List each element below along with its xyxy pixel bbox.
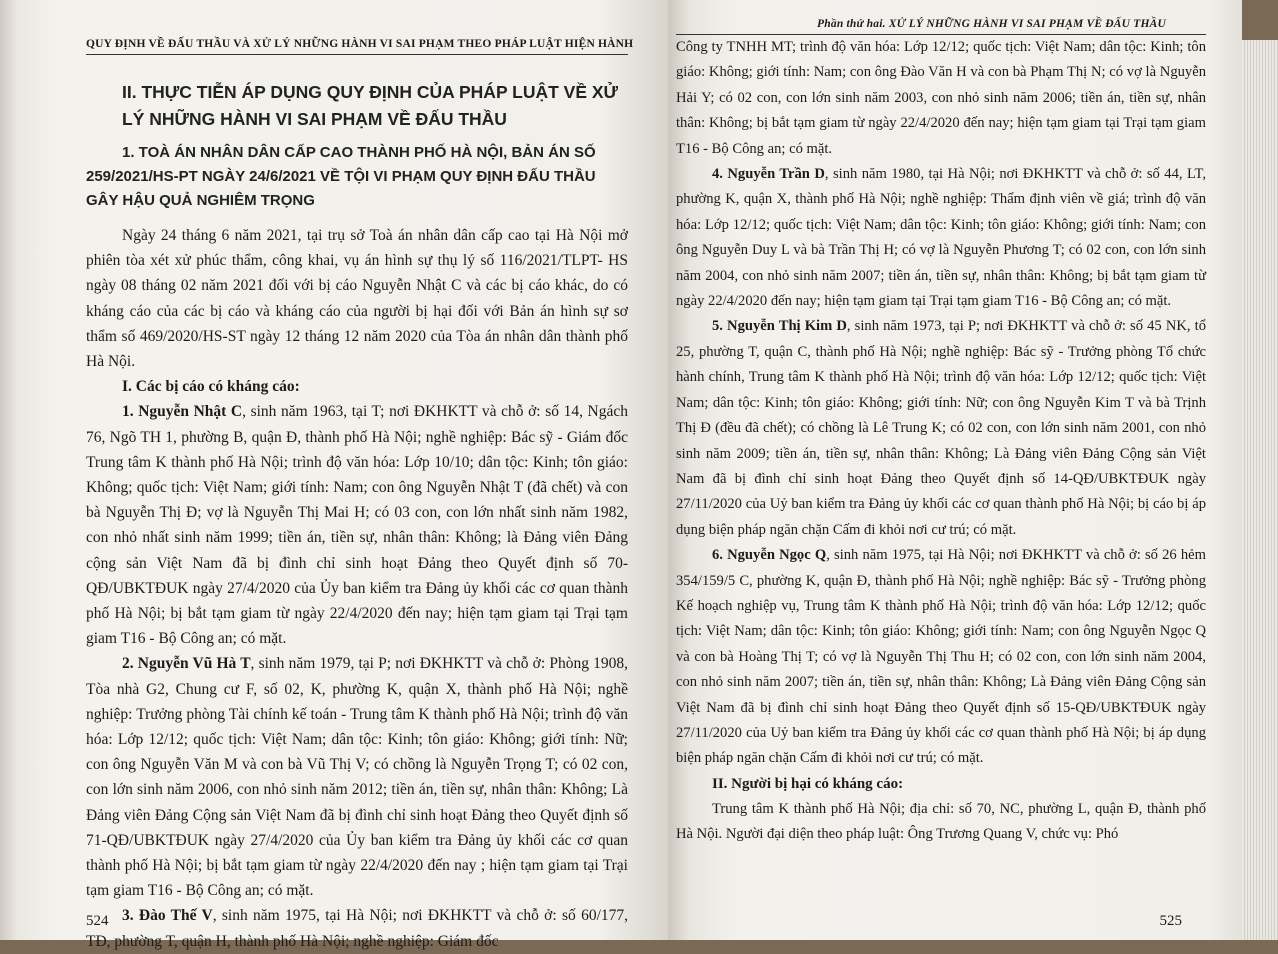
- defendant-paragraph: [676, 162, 1206, 314]
- intro-paragraph: Ngày 24 tháng 6 năm 2021, tại trụ sở Toà án nhân dân cấp cao tại Hà Nội mở phiên tòa xét xử phúc thẩm, công khai, vụ án hình sự thụ lý số 116/2021/TLPT- HS ngày 08 tháng 02 năm 2021 đối với bị cáo Nguyễn Nhật C và các bị cáo khác, do có kháng cáo của các bị cáo và kháng cáo của người bị hại đối với Bản án hình sự sơ thẩm số 469/2020/HS-ST ngày 12 tháng 12 năm 2020 của Tòa án nhân dân thành phố Hà Nội.: [86, 227, 628, 371]
- defendant-details: , sinh năm 1973, tại P; nơi ĐKHKTT và chỗ ở: số 45 NK, tổ 25, phường T, quận C, thành phố Hà Nội; nghề nghiệp: Bác sỹ - Trưởng phòng Tổ chức hành chính, Trung tâm K thành phố Hà Nội; trình độ văn hóa: Lớp 12/12; quốc tịch: Việt Nam; dân tộc: Kinh; tôn giáo: Không; giới tính: Nữ; con ông Nguyễn Kim T và bà Trịnh Thị Đ (đều đã chết); có chồng là Lê Trung K; có 02 con, con lớn sinh năm 2001, con nhỏ sinh năm 2009; tiền án, tiền sự, nhân thân: Không; Là Đảng viên Đảng Cộng sản Việt Nam đã bị đình chỉ sinh hoạt Đảng theo Quyết định số 14-QĐ/UBKTĐUK ngày 27/11/2020 của Uỷ ban kiểm tra Đảng ủy khối các cơ quan thành phố Hà Nội; bị cáo bị áp dụng biện pháp ngăn chặn Cấm đi khỏi nơi cư trú; có mặt.: [676, 318, 1206, 538]
- defendant-details: , sinh năm 1979, tại P; nơi ĐKHKTT và chỗ ở: Phòng 1908, Tòa nhà G2, Chung cư F, số 02, K, phường K, quận X, thành phố Hà Nội; nghề nghiệp: Trưởng phòng Tài chính kế toán - Trung tâm K thành phố Hà Nội; trình độ văn hóa: Lớp 12/12; quốc tịch: Việt Nam; dân tộc: Kinh; tôn giáo: Không; giới tính: Nữ; con ông Nguyễn Văn M và con bà Vũ Thị V; có chồng là Nguyễn Trọng T; có 02 con, con lớn sinh năm 2006, con nhỏ sinh năm 2012; tiền án, tiền sự, nhân thân: Không; Là Đảng viên Đảng Cộng sản Việt Nam đã bị đình chỉ sinh hoạt Đảng theo Quyết định số 71-QĐ/UBKTĐUK ngày 27/4/2020 của Ủy ban kiểm tra Đảng ủy khối các cơ quan thành phố Hà Nội; bị bắt tạm giam từ ngày 22/4/2020 đến nay ; hiện tạm giam tại Trại tạm giam T16 - Bộ Công an; có mặt.: [86, 655, 628, 900]
- subsection-title: 1. TOÀ ÁN NHÂN DÂN CẤP CAO THÀNH PHỐ HÀ NỘI, BẢN ÁN SỐ 259/2021/HS-PT NGÀY 24/6/2021 VỀ TỘI VI PHẠM QUY ĐỊNH ĐẤU THẦU GÂY HẬU QUẢ NGHIÊM TRỌNG: [86, 144, 596, 209]
- defendant-details: , sinh năm 1980, tại Hà Nội; nơi ĐKHKTT và chỗ ở: số 44, LT, phường K, quận X, thành phố Hà Nội; nghề nghiệp: Thẩm định viên về giá; trình độ văn hóa: Lớp 12/12; quốc tịch: Việt Nam; dân tộc: Kinh; tôn giáo: Không; giới tính: Nam; con ông Nguyễn Duy L và bà Trần Thị H; có vợ là Nguyễn Phương T; có 02 con, con lớn sinh năm 2004, con nhỏ sinh năm 2007; tiền án, tiền sự, nhân thân: Không; bị bắt tạm giam từ ngày 22/4/2020 đến nay; hiện tạm giam tại Trại tạm giam T16 - Bộ Công an; có mặt.: [676, 166, 1206, 310]
- defendant-paragraph: [86, 903, 628, 953]
- page-number: 525: [1159, 913, 1182, 929]
- page-number: 524: [86, 913, 109, 929]
- victim-paragraph: Trung tâm K thành phố Hà Nội; địa chỉ: số 70, NC, phường L, quận Đ, thành phố Hà Nội. Người đại diện theo pháp luật: Ông Trương Quang V, chức vụ: Phó: [676, 800, 1206, 843]
- defendant-name: 3. Đào Thế V: [122, 907, 213, 925]
- page-edges: [1242, 40, 1278, 940]
- defendant-paragraph: [676, 543, 1206, 772]
- defendant-paragraph: [86, 651, 628, 903]
- defendant-details: , sinh năm 1975, tại Hà Nội; nơi ĐKHKTT và chỗ ở: số 26 hẻm 354/159/5 C, phường K, quận Đ, thành phố Hà Nội; nghề nghiệp: Bác sỹ - Trưởng phòng Kế hoạch nghiệp vụ, Trung tâm K thành phố Hà Nội; trình độ văn hóa: Lớp 12/12; quốc tịch: Việt Nam; dân tộc: Kinh; tôn giáo: Không; giới tính: Nam; con ông Nguyễn Ngọc Q và con bà Hoàng Thị T; có vợ là Nguyễn Thị Thu H; có 02 con, con lớn sinh năm 2004, con nhỏ sinh năm 2007; tiền án, tiền sự, nhân thân: Không; Là Đảng viên Đảng Cộng sản Việt Nam đã bị đình chỉ sinh hoạt Đảng theo Quyết định số 15-QĐ/UBKTĐUK ngày 27/11/2020 của Uỷ ban kiểm tra Đảng ủy khối các cơ quan thành phố Hà Nội; bị áp dụng biện pháp ngăn chặn Cấm đi khỏi nơi cư trú; có mặt.: [676, 547, 1206, 767]
- defendant-name: 2. Nguyễn Vũ Hà T: [122, 655, 251, 673]
- defendant-details: , sinh năm 1963, tại T; nơi ĐKHKTT và chỗ ở: số 14, Ngách 76, Ngõ TH 1, phường B, quận Đ, thành phố Hà Nội; nghề nghiệp: Bác sỹ - Giám đốc Trung tâm K thành phố Hà Nội; trình độ văn hóa: Lớp 10/10; dân tộc: Kinh; tôn giáo: Không; quốc tịch: Việt Nam; giới tính: Nam; con ông Nguyễn Nhật T (đã chết) và con bà Nguyễn Thị Đ; vợ là Nguyễn Thị Mai H; có 03 con, con lớn nhất sinh năm 1982, con nhỏ nhất sinh năm 1999; tiền án, tiền sự, nhân thân: Không; là Đảng viên Đảng cộng sản Việt Nam đã bị đình chỉ sinh hoạt Đảng theo Quyết định số 70-QĐ/UBKTĐUK ngày 27/4/2020 của Ủy ban kiểm tra Đảng ủy khối các cơ quan thành phố Hà Nội; bị bắt tạm giam từ ngày 22/4/2020 đến nay; hiện tạm giam tại Trại tạm giam T16 - Bộ Công an; có mặt.: [86, 403, 628, 648]
- victims-heading: II. Người bị hại có kháng cáo:: [712, 775, 904, 792]
- defendant-paragraph: [86, 399, 628, 651]
- defendant-details: , sinh năm 1975, tại Hà Nội; nơi ĐKHKTT và chỗ ở: số 60/177, TĐ, phường T, quận H, thành phố Hà Nội; nghề nghiệp: Giám đốc: [86, 907, 628, 950]
- defendant-name: 6. Nguyễn Ngọc Q: [712, 547, 827, 564]
- running-head: Phần thứ hai. XỬ LÝ NHỮNG HÀNH VI SAI PHẠM VỀ ĐẤU THẦU: [676, 18, 1206, 35]
- defendant-name: 4. Nguyễn Trần D: [712, 166, 825, 183]
- running-head: QUY ĐỊNH VỀ ĐẤU THẦU VÀ XỬ LÝ NHỮNG HÀNH VI SAI PHẠM THEO PHÁP LUẬT HIỆN HÀNH: [86, 38, 628, 55]
- defendant-name: 1. Nguyễn Nhật C: [122, 403, 243, 421]
- defendants-heading: I. Các bị cáo có kháng cáo:: [122, 378, 300, 396]
- defendant-paragraph: [676, 314, 1206, 543]
- continued-paragraph: Công ty TNHH MT; trình độ văn hóa: Lớp 12/12; quốc tịch: Việt Nam; dân tộc: Kinh; tôn giáo: Không; giới tính: Nam; con ông Đào Văn H và con bà Phạm Thị N; có vợ là Nguyễn Hải Y; có 02 con, con lớn sinh năm 2003, con nhỏ sinh năm 2006; tiền án, tiền sự, nhân thân: Không; bị bắt tạm giam từ ngày 22/4/2020 đến nay; hiện tạm giam tại Trại tạm giam T16 - Bộ Công an; có mặt.: [676, 39, 1206, 157]
- right-page: [668, 0, 1242, 940]
- section-title: II. THỰC TIỄN ÁP DỤNG QUY ĐỊNH CỦA PHÁP LUẬT VỀ XỬ LÝ NHỮNG HÀNH VI SAI PHẠM VỀ ĐẤU THẦU: [122, 82, 619, 129]
- defendant-name: 5. Nguyễn Thị Kim D: [712, 318, 847, 335]
